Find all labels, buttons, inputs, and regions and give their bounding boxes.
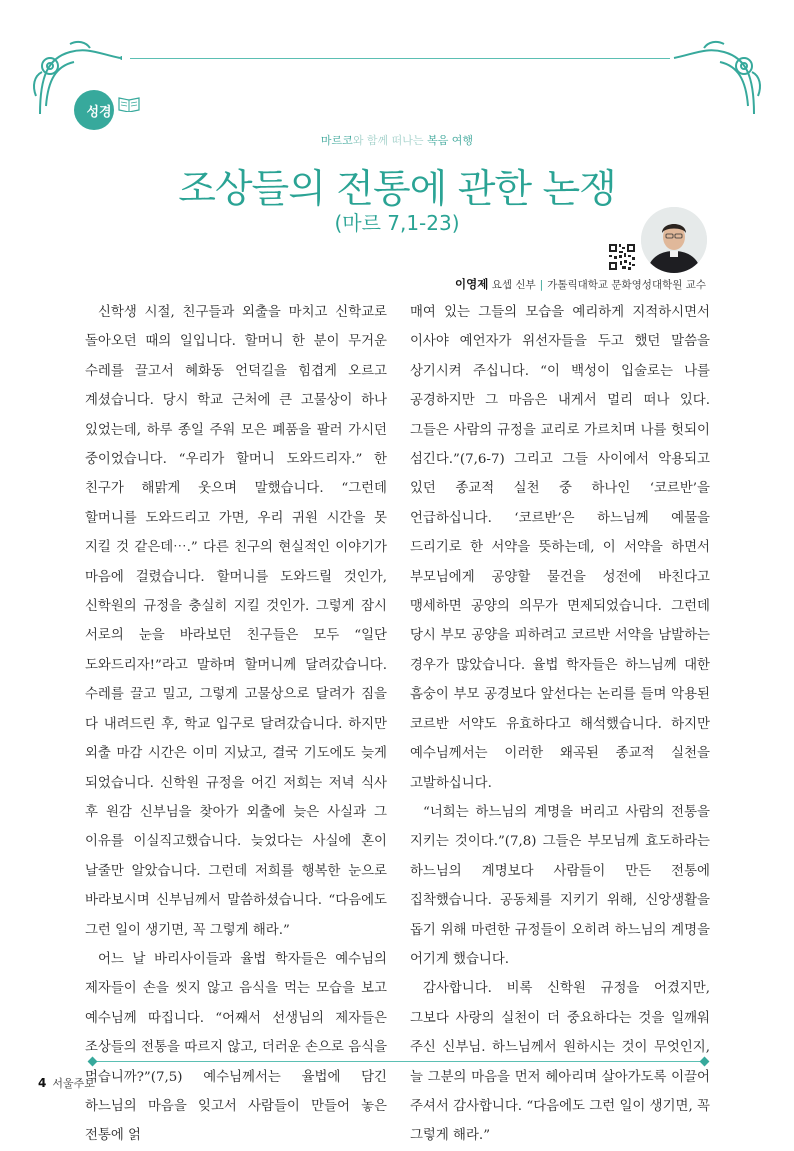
series-part-1: 마르코: [320, 134, 353, 147]
section-badge-label: 성경: [86, 104, 112, 120]
article-title: 조상들의 전통에 관한 논쟁: [178, 167, 616, 212]
top-rule: [130, 58, 670, 59]
book-icon: [118, 96, 140, 112]
paragraph: 감사합니다. 비록 신학원 규정을 어겼지만, 그보다 사랑의 실천이 더 중요하다는 것을 일깨워 주신 신부님. 하느님께서 원하시는 것이 무엇인지, 늘 그분의 마음을 먼저 헤아리며 살아가도록 이끌어 주셔서 감사합니다. “다음에도 그런 일이 생기면, 꼭 그렇게 해라.”: [410, 981, 710, 1144]
series-part-3: 복음 여행: [427, 134, 474, 147]
paragraph: 어느 날 바리사이들과 율법 학자들은 예수님의 제자들이 손을 씻지 않고 음식을 먹는 모습을 보고 예수님께 따집니다. “어째서 선생님의 제자들은 조상들의 전통을 따르지 않고, 더러운 손으로 음식을 먹습니까?”(7,5) 예수님께서는 율법에 담긴 하느님의 마음을 잊고서 사람들이 만들어 놓은 전통에 얽: [85, 951, 387, 1144]
publication-name: 서울주보: [52, 1077, 95, 1090]
author-baptismal: 요셉 신부: [491, 279, 536, 291]
body-column-right: [410, 298, 710, 1151]
paragraph: “너희는 하느님의 계명을 버리고 사람의 전통을 지키는 것이다.”(7,8) 그들은 부모님께 효도하라는 하느님의 계명보다 사람들이 만든 전통에 집착했습니다. 공동체를 지키기 위해, 신앙생활을 돕기 위해 마련한 규정들이 오히려 하느님의 계명을 어기게 했습니다.: [410, 804, 710, 967]
scripture-reference: (마르 7,1-23): [334, 211, 460, 235]
author-separator: |: [539, 279, 544, 291]
paragraph: 신학생 시절, 친구들과 외출을 마치고 신학교로 돌아오던 때의 일입니다. 할머니 한 분이 무거운 수레를 끌고서 혜화동 언덕길을 힘겹게 오르고 계셨습니다. 당시 학교 근처에 큰 고물상이 하나 있었는데, 하루 종일 주워 모은 폐품을 팔러 가시던 중이었습니다. “우리가 할머니 도와드리자.” 한 친구가 해맑게 웃으며 말했습니다. “그런데 할머니를 도와드리고 가면, 우리 귀원 시간을 못 지킬 것 같은데⋯.” 다른 친구의 현실적인 이야기가 마음에 걸렸습니다. 할머니를 도와드릴 것인가, 신학원의 규정을 충실히 지킬 것인가. 그렇게 잠시 서로의 눈을 바라보던 친구들은 모두 “일단 도와드리자!”라고 말하며 할머니께 달려갔습니다. 수레를 끌고 밀고, 그렇게 고물상으로 달려가 짐을 다 내려드린 후, 학교 입구로 달려갔습니다. 하지만 외출 마감 시간은 이미 지났고, 결국 기도에도 늦게 되었습니다. 신학원 규정을 어긴 저희는 저녁 식사 후 원감 신부님을 찾아가 외출에 늦은 사실과 그 이유를 이실직고했습니다. 늦었다는 사실에 혼이 날줄만 알았습니다. 그런데 저희를 행복한 눈으로 바라보시며 신부님께서 말씀하셨습니다. “다음에도 그런 일이 생기면, 꼭 그렇게 해라.”: [85, 305, 387, 938]
author-line: [455, 276, 706, 292]
qr-code-icon[interactable]: [608, 243, 636, 271]
page-number: 4: [38, 1076, 47, 1090]
section-badge: [74, 90, 114, 130]
paragraph: 매여 있는 그들의 모습을 예리하게 지적하시면서 이사야 예언자가 위선자들을 두고 했던 말씀을 상기시켜 주십니다. “이 백성이 입술로는 나를 공경하지만 그 마음은 내게서 멀리 떠나 있다. 그들은 사람의 규정을 교리로 가르치며 나를 헛되이 섬긴다.”(7,6-7) 그리고 그들 사이에서 악용되고 있던 종교적 실천 중 하나인 ‘코르반’을 언급하십니다. ‘코르반’은 하느님께 예물을 드리기로 한 서약을 뜻하는데, 이 서약을 하면서 부모님에게 공양할 물건을 성전에 바친다고 맹세하면 공양의 의무가 면제되었습니다. 그런데 당시 부모 공양을 피하려고 코르반 서약을 남발하는 경우가 많았습니다. 율법 학자들은 하느님께 대한 흠숭이 부모 공경보다 앞선다는 논리를 들며 악용된 코르반 서약도 유효하다고 해석했습니다. 하지만 예수님께서는 이러한 왜곡된 종교적 실천을 고발하십니다.: [410, 305, 710, 791]
top-right-corner-ornament-icon: [672, 36, 764, 118]
body-column-left: [85, 298, 387, 1151]
page-footer: [38, 1075, 95, 1091]
series-title: [0, 132, 794, 148]
author-photo: [641, 207, 707, 273]
author-affiliation: 가톨릭대학교 문화영성대학원 교수: [547, 279, 706, 291]
series-part-2: 와 함께 떠나는: [352, 134, 424, 147]
author-name: 이영제: [455, 277, 489, 291]
